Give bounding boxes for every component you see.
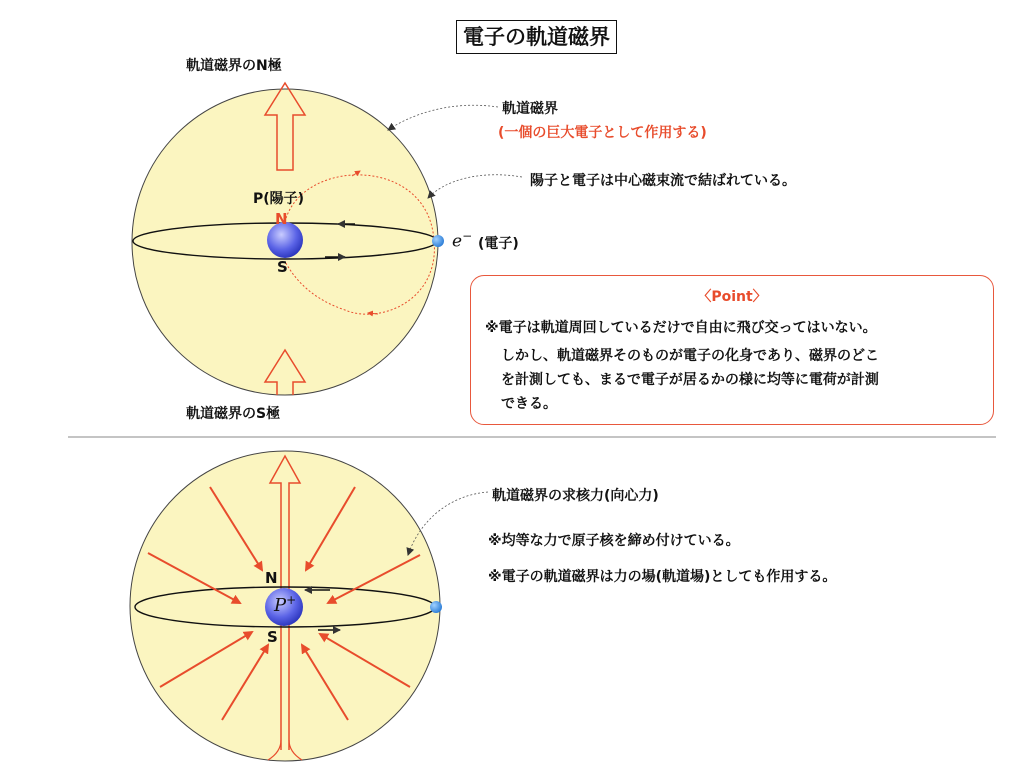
top-electron [432,235,444,247]
electron-symbol: e− [452,229,473,252]
force-label: 軌道磁界の求核力(向心力) [492,488,659,504]
proton-symbol: P+ [274,593,297,616]
field-leader [388,105,498,130]
flux-leader [428,175,522,198]
electron-label: (電子) [478,236,519,252]
field-label: 軌道磁界 [502,101,558,117]
south-pole-label: 軌道磁界のS極 [186,406,281,422]
point-title: 〈Point〉 [697,289,767,305]
top-n-label: N [275,210,288,228]
bottom-s-label: S [267,628,278,646]
flux-label: 陽子と電子は中心磁束流で結ばれている。 [530,173,796,189]
point-line-1: ※電子は軌道周回しているだけで自由に飛び交ってはいない。 [485,320,877,336]
note-2: ※電子の軌道磁界は力の場(軌道場)としても作用する。 [488,569,837,585]
note-1: ※均等な力で原子核を締め付けている。 [488,533,740,549]
point-line-4: できる。 [501,396,557,412]
proton-label: P(陽子) [253,191,305,207]
point-box [470,275,994,425]
point-line-2: しかし、軌道磁界そのものが電子の化身であり、磁界のどこ [501,348,879,364]
bottom-electron [430,601,442,613]
north-pole-label: 軌道磁界のN極 [186,58,282,74]
top-s-label: S [277,258,288,276]
bottom-n-label: N [265,569,278,587]
page-title: 電子の軌道磁界 [456,20,617,54]
point-line-3: を計測しても、まるで電子が居るかの様に均等に電荷が計測 [501,372,879,388]
field-sub-label: (一個の巨大電子として作用する) [498,125,707,141]
